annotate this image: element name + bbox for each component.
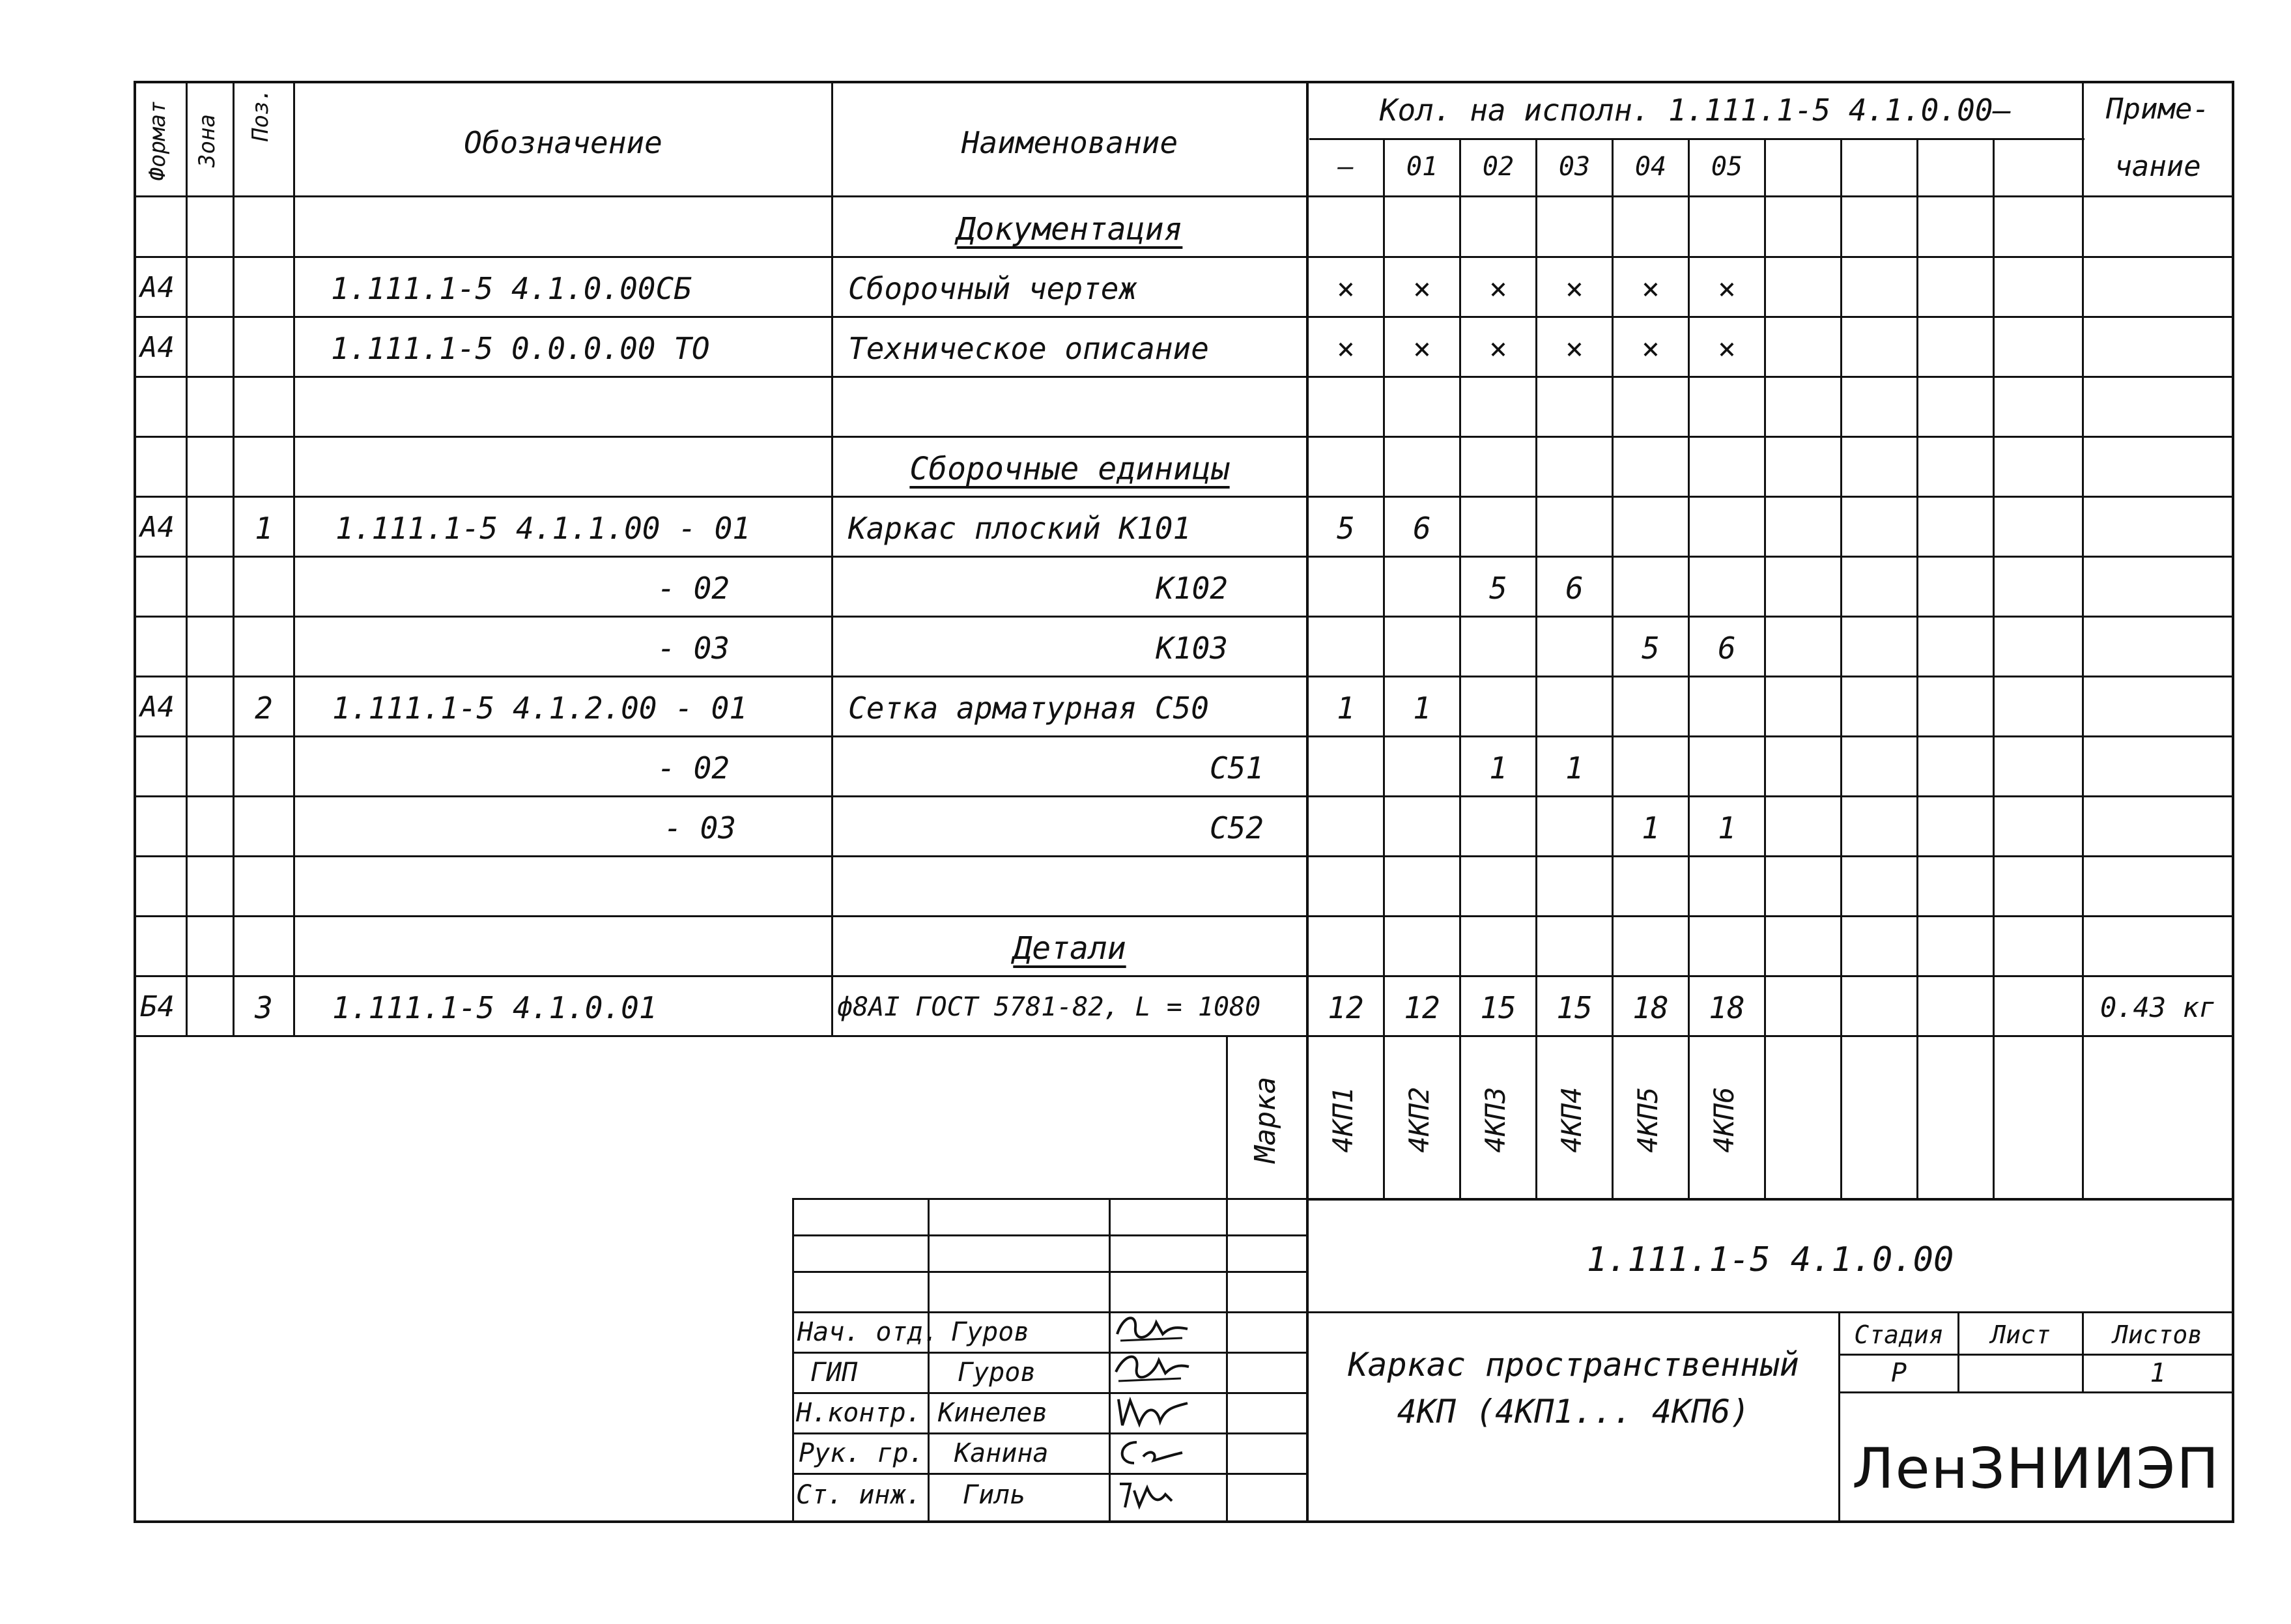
- row-format: А4: [140, 331, 175, 364]
- row-line: [134, 975, 2234, 977]
- signer-name: Канина: [954, 1438, 1049, 1468]
- sheets-label: Листов: [2113, 1320, 2203, 1349]
- marka-value: 4КП4: [1556, 1087, 1587, 1153]
- exec-col-header: 04: [1634, 152, 1667, 182]
- signature-1: [1111, 1308, 1195, 1348]
- signer-role: Нач. отд.: [797, 1317, 939, 1347]
- row-pos: 2: [255, 691, 273, 726]
- row-qty: 5: [1337, 511, 1355, 546]
- row-name: К103: [1156, 631, 1228, 666]
- row-name: Техническое описание: [848, 331, 1209, 366]
- header-qty-title: Кол. на исполн. 1.111.1-5 4.1.0.00–: [1379, 93, 2012, 128]
- row-qty: 1: [1413, 691, 1431, 726]
- row-designation: - 03: [664, 810, 736, 846]
- organization-name: ЛенЗНИИЭП: [1852, 1436, 2220, 1502]
- row-qty: ×: [1413, 331, 1431, 366]
- row-designation: - 02: [657, 571, 730, 606]
- row-qty: 15: [1556, 990, 1593, 1025]
- signer-name: Гуров: [951, 1317, 1030, 1347]
- row-qty: 6: [1565, 571, 1584, 606]
- row-line: [134, 915, 2234, 917]
- doc-title-line1: Каркас пространственный: [1348, 1346, 1799, 1384]
- row-qty: 12: [1404, 990, 1440, 1025]
- row-designation: 1.111.1-5 0.0.0.00 ТО: [331, 331, 710, 366]
- header-name: Наименование: [961, 125, 1178, 160]
- row-line: [134, 735, 2234, 737]
- stage-label: Стадия: [1854, 1320, 1944, 1349]
- row-format: Б4: [140, 990, 175, 1023]
- signer-name: Гиль: [963, 1480, 1026, 1510]
- qty-col-line: [1993, 138, 1995, 1200]
- row-line: [134, 855, 2234, 857]
- exec-col-header: –: [1337, 152, 1354, 182]
- row-qty: 5: [1642, 631, 1660, 666]
- row-name: К102: [1156, 571, 1228, 606]
- row-qty: ×: [1565, 271, 1584, 306]
- exec-col-header: 02: [1482, 152, 1515, 182]
- section-heading: Документация: [956, 211, 1183, 248]
- row-qty: 1: [1489, 750, 1507, 786]
- row-line: [134, 256, 2234, 258]
- row-qty: ×: [1565, 331, 1584, 366]
- row-name: Сборочный чертеж: [848, 271, 1137, 306]
- row-format: А4: [140, 691, 175, 724]
- row-line: [134, 616, 2234, 618]
- signature-3: [1111, 1393, 1195, 1432]
- row-designation: 1.111.1-5 4.1.1.00 - 01: [335, 511, 750, 546]
- row-designation: 1.111.1-5 4.1.2.00 - 01: [332, 691, 747, 726]
- row-name: Сетка арматурная С50: [848, 691, 1209, 726]
- signature-5: [1111, 1475, 1195, 1514]
- header-pos: Поз.: [248, 88, 274, 141]
- row-qty: 1: [1337, 691, 1355, 726]
- sign-row-line: [792, 1271, 1308, 1273]
- col-line: [186, 81, 188, 1037]
- marka-value: 4КП3: [1479, 1087, 1511, 1153]
- row-qty: 18: [1632, 990, 1669, 1025]
- row-designation: - 02: [657, 750, 730, 786]
- row-format: А4: [140, 271, 175, 304]
- signer-name: Гуров: [958, 1358, 1036, 1388]
- row-line: [134, 1035, 2234, 1037]
- row-qty: 1: [1642, 810, 1660, 846]
- row-qty: 5: [1489, 571, 1507, 606]
- row-line: [134, 316, 2234, 318]
- title-block-top-line: [1306, 1198, 2234, 1201]
- sign-row-line: [792, 1311, 1308, 1313]
- exec-col-header: 01: [1406, 152, 1438, 182]
- col-line: [293, 81, 295, 1037]
- note-col-line: [2082, 81, 2084, 1200]
- marka-value: 4КП6: [1708, 1087, 1740, 1153]
- signer-role: Ст. инж.: [796, 1480, 922, 1510]
- marka-label: Марка: [1249, 1076, 1282, 1163]
- sign-row-line: [792, 1432, 1308, 1434]
- row-line: [134, 436, 2234, 438]
- sign-row-line: [792, 1352, 1308, 1354]
- sheet-label: Лист: [1991, 1320, 2051, 1349]
- stage-value: Р: [1890, 1358, 1907, 1388]
- row-designation: 1.111.1-5 4.1.0.01: [332, 990, 657, 1025]
- signature-2: [1111, 1347, 1195, 1388]
- sign-row-line: [792, 1392, 1308, 1394]
- qty-col-line: [1916, 138, 1918, 1200]
- title-stage-row-line: [1838, 1354, 2234, 1356]
- section-heading: Сборочные единицы: [909, 451, 1230, 487]
- row-qty: ×: [1718, 271, 1736, 306]
- sign-row-line: [792, 1234, 1308, 1236]
- section-heading: Детали: [1013, 930, 1126, 967]
- row-designation: - 03: [657, 631, 730, 666]
- signature-4: [1111, 1433, 1195, 1472]
- marka-cell-line: [1226, 1035, 1228, 1520]
- doc-number: 1.111.1-5 4.1.0.00: [1586, 1240, 1954, 1279]
- sign-row-line: [792, 1473, 1308, 1475]
- marka-value: 4КП1: [1327, 1087, 1359, 1153]
- row-name: С51: [1209, 750, 1264, 786]
- row-pos: 3: [255, 990, 273, 1025]
- row-name: ф8АI ГОСТ 5781-82, L = 1080: [837, 992, 1261, 1022]
- sign-block-top-line: [792, 1198, 1308, 1200]
- signer-role: ГИП: [810, 1358, 858, 1388]
- header-note-1: Приме-: [2106, 93, 2210, 126]
- col-line: [233, 81, 235, 1037]
- row-qty: 12: [1328, 990, 1364, 1025]
- header-note-2: чание: [2114, 150, 2201, 183]
- row-qty: 6: [1718, 631, 1736, 666]
- row-format: А4: [140, 511, 175, 544]
- row-qty: 1: [1718, 810, 1736, 846]
- row-qty: ×: [1718, 331, 1736, 366]
- header-bottom-line: [134, 195, 2234, 197]
- row-qty: ×: [1337, 271, 1355, 306]
- frame-right-line: [2232, 81, 2234, 1523]
- row-line: [134, 376, 2234, 378]
- row-line: [134, 556, 2234, 558]
- row-line: [134, 496, 2234, 498]
- row-name: Каркас плоский К101: [848, 511, 1191, 546]
- signer-role: Н.контр.: [796, 1398, 922, 1428]
- doc-title-line2: 4КП (4КП1... 4КП6): [1397, 1393, 1750, 1431]
- signer-role: Рук. гр.: [799, 1438, 924, 1468]
- header-zone: Зона: [194, 114, 220, 167]
- row-qty: ×: [1413, 271, 1431, 306]
- exec-col-header: 03: [1558, 152, 1591, 182]
- row-note: 0.43 кг: [2099, 991, 2215, 1023]
- title-number-line: [1306, 1311, 2234, 1313]
- header-designation: Обозначение: [464, 125, 662, 160]
- frame-bottom-line: [134, 1520, 2234, 1523]
- exec-col-header: 05: [1711, 152, 1743, 182]
- signer-name: Кинелев: [938, 1398, 1048, 1428]
- marka-value: 4КП2: [1403, 1087, 1435, 1153]
- row-designation: 1.111.1-5 4.1.0.00СБ: [331, 271, 692, 306]
- row-name: С52: [1209, 810, 1264, 846]
- row-qty: ×: [1489, 331, 1507, 366]
- title-stage-row-line: [1838, 1391, 2234, 1393]
- frame-left-line: [134, 81, 136, 1523]
- marka-value: 4КП5: [1632, 1087, 1664, 1153]
- row-qty: 1: [1565, 750, 1584, 786]
- qty-col-line: [1840, 138, 1842, 1200]
- row-qty: ×: [1642, 271, 1660, 306]
- row-line: [134, 795, 2234, 797]
- frame-top-line: [134, 81, 2234, 83]
- row-qty: 15: [1480, 990, 1516, 1025]
- row-qty: 18: [1709, 990, 1745, 1025]
- header-format: Формат: [145, 100, 171, 181]
- qty-col-line: [1764, 138, 1766, 1200]
- row-pos: 1: [255, 511, 273, 546]
- row-qty: ×: [1642, 331, 1660, 366]
- row-qty: ×: [1489, 271, 1507, 306]
- qty-subheader-line: [1309, 138, 2085, 140]
- row-qty: ×: [1337, 331, 1355, 366]
- sheets-value: 1: [2150, 1358, 2166, 1388]
- row-line: [134, 676, 2234, 677]
- row-qty: 6: [1413, 511, 1431, 546]
